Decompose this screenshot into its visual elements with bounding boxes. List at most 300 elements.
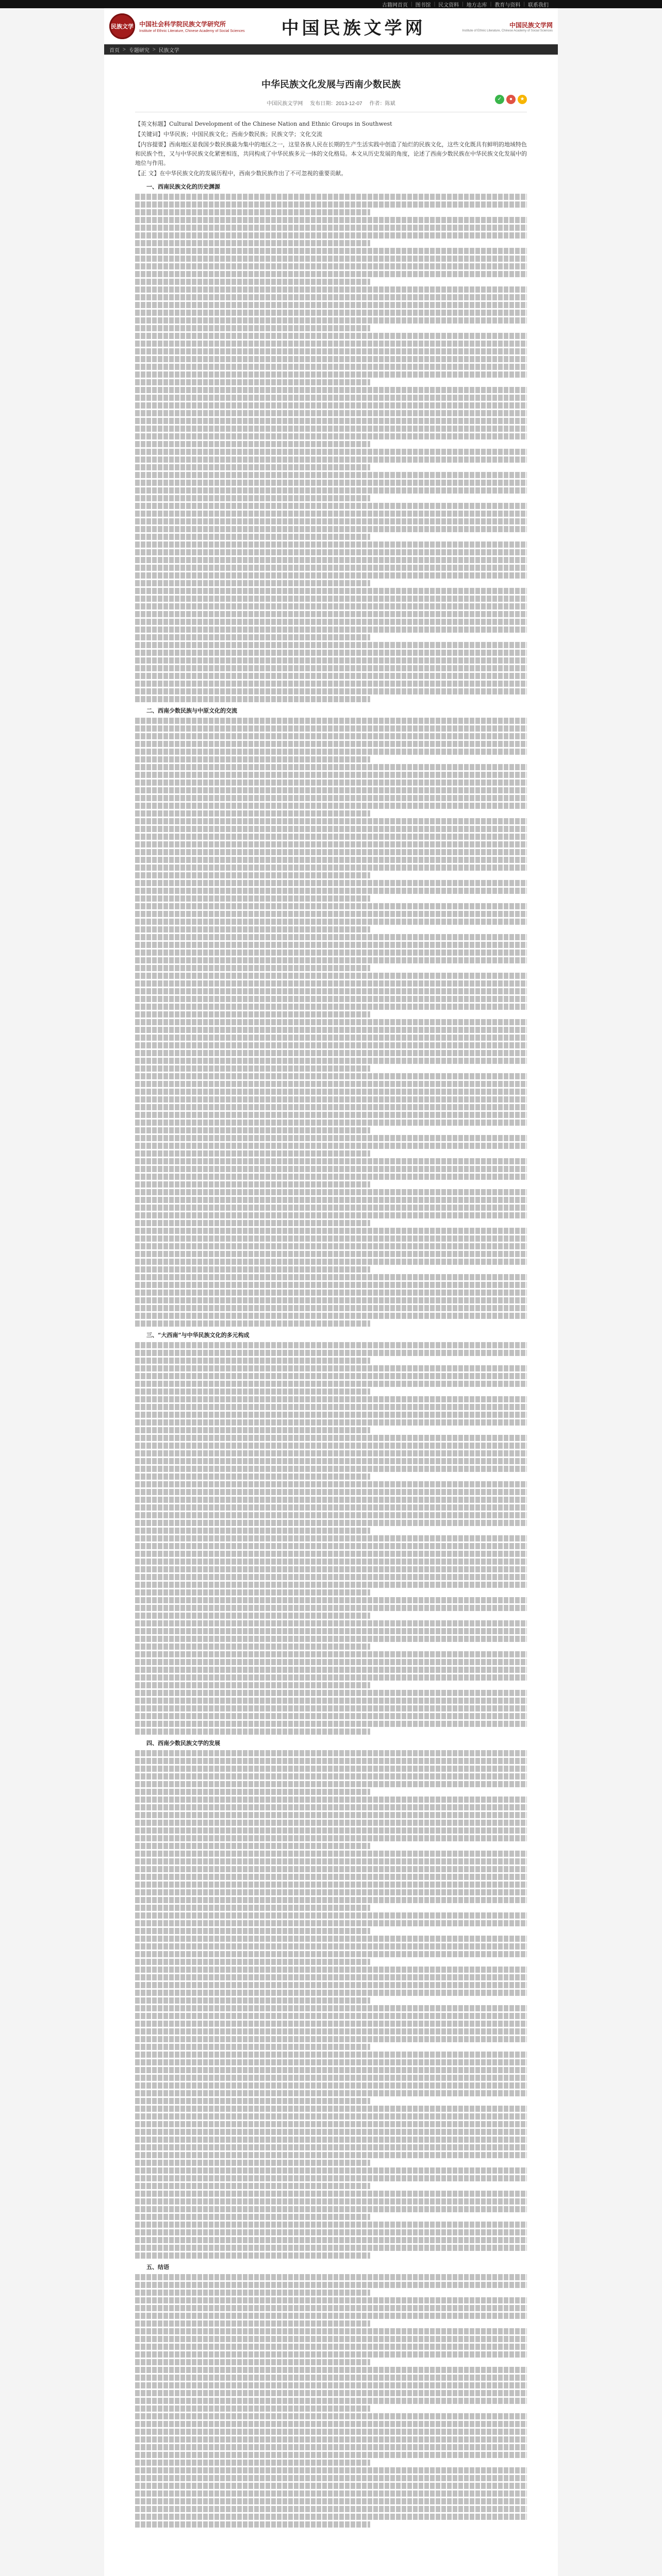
paragraph-line (135, 201, 527, 208)
paragraph-line (135, 1804, 527, 1810)
paragraph-line (135, 1228, 527, 1234)
paragraph-line (135, 764, 527, 770)
paragraph-line (135, 696, 370, 702)
paragraph-line (135, 302, 527, 308)
qzone-share-icon[interactable]: ★ (518, 95, 527, 104)
paragraph-line (135, 673, 527, 679)
paragraph-line (135, 1481, 527, 1487)
paragraph-line (135, 2359, 370, 2365)
paragraph-line (135, 1643, 370, 1650)
paragraph-line (135, 642, 527, 648)
paragraph-line (135, 1667, 527, 1673)
paragraph-line (135, 880, 527, 886)
paragraph-line (135, 1127, 370, 1133)
site-banner (104, 8, 558, 44)
paragraph-line (135, 2444, 527, 2450)
paragraph-line (135, 1320, 370, 1327)
paragraph-line (135, 919, 527, 925)
paragraph-line (135, 1520, 527, 1526)
breadcrumb-category[interactable]: 民族文学 (158, 47, 179, 54)
article-date: 发布日期：2013-12-07 (310, 101, 362, 107)
paragraph-line (135, 1943, 527, 1950)
paragraph-line (135, 2036, 527, 2042)
paragraph-line (135, 1682, 370, 1688)
paragraph-line (135, 1189, 527, 1195)
paragraph-line (135, 650, 527, 656)
paragraph-line (135, 1412, 527, 1418)
paragraph-line (135, 1065, 370, 1072)
paragraph-line (135, 2290, 370, 2296)
topbar-link-contact[interactable]: 联系我们 (528, 2, 549, 8)
paragraph-line (135, 2375, 527, 2381)
paragraph-line (135, 1365, 527, 1371)
paragraph-line (135, 232, 527, 239)
paragraph-line (135, 619, 527, 625)
article-page (104, 55, 558, 2576)
paragraph-line (135, 749, 527, 755)
paragraph-line (135, 2090, 527, 2096)
paragraph-line (135, 1990, 527, 1996)
breadcrumb-separator: > (123, 46, 126, 53)
paragraph-line (135, 441, 370, 447)
paragraph-line (135, 2113, 527, 2120)
paragraph-line (135, 2160, 370, 2166)
paragraph-line (135, 1812, 527, 1818)
topbar-separator: | (490, 1, 492, 7)
paragraph-line (135, 872, 370, 878)
paragraph-line (135, 1920, 527, 1926)
paragraph-line (135, 1997, 370, 2004)
paragraph-line (135, 1936, 527, 1942)
paragraph-line (135, 1851, 527, 1857)
paragraph-line (135, 2175, 527, 2181)
paragraph-line (135, 286, 527, 293)
paragraph-line (135, 2191, 527, 2197)
institute-name-en: Institute of Ethnic Literature, Chinese Academy of Social Sciences (139, 29, 245, 33)
paragraph-line (135, 2328, 527, 2334)
paragraph-line (135, 1659, 527, 1665)
paragraph-line (135, 2222, 527, 2228)
paragraph-line (135, 294, 527, 300)
paragraph-line (135, 1835, 527, 1841)
paragraph-line (135, 1466, 527, 1472)
paragraph-line (135, 1143, 527, 1149)
paragraph-line (135, 534, 370, 540)
institute-seal-icon: 民族文学 (109, 13, 135, 39)
paragraph-line (135, 2237, 527, 2243)
topbar-separator: | (462, 1, 464, 7)
paragraph-line (135, 1797, 527, 1803)
paragraph-line (135, 1750, 527, 1756)
paragraph-line (135, 1535, 527, 1541)
article-title: 中华民族文化发展与西南少数民族 (261, 79, 401, 90)
paragraph-line (135, 325, 370, 331)
paragraph-line (135, 1974, 527, 1980)
paragraph-line (135, 1558, 527, 1565)
paragraph-line (135, 1027, 527, 1033)
paragraph-line (135, 1504, 527, 1511)
paragraph-line (135, 1073, 527, 1079)
wechat-share-icon[interactable]: ✓ (495, 95, 504, 104)
paragraph-line (135, 1705, 527, 1711)
paragraph-line (135, 1959, 370, 1965)
paragraph-line (135, 480, 527, 486)
paragraph-line (135, 580, 370, 586)
paragraph-line (135, 2137, 527, 2143)
paragraph-line (135, 1427, 370, 1433)
paragraph-line (135, 364, 527, 370)
paragraph-line (135, 1358, 370, 1364)
topbar-separator: | (410, 1, 412, 7)
paragraph-line (135, 1620, 527, 1626)
paragraph-line (135, 996, 527, 1002)
paragraph-line (135, 1388, 370, 1395)
paragraph-line (135, 225, 527, 231)
topbar-separator: | (523, 1, 525, 7)
paragraph-line (135, 1597, 527, 1603)
paragraph-line (135, 911, 527, 917)
paragraph-line (135, 2274, 527, 2280)
institute-name-cn: 中国社会科学院民族文学研究所 (139, 21, 226, 28)
paragraph-line (135, 1497, 527, 1503)
paragraph-line (135, 810, 370, 817)
paragraph-line (135, 603, 527, 609)
paragraph-line (135, 1905, 370, 1911)
section-heading: 三、“大西南”与中华民族文化的多元构成 (146, 1332, 250, 1338)
paragraph-line (135, 1297, 527, 1303)
weibo-share-icon[interactable]: ● (506, 95, 516, 104)
paragraph-line (135, 1042, 527, 1048)
paragraph-line (135, 2390, 527, 2396)
paragraph-line (135, 1174, 527, 1180)
article-en-title: 【英文标题】Cultural Development of the Chinese Nation and Ethnic Groups in Southwest (135, 121, 392, 127)
section-heading: 一、西南民族文化的历史渊源 (146, 183, 220, 190)
paragraph-line (135, 1181, 370, 1188)
paragraph-line (135, 1698, 527, 1704)
paragraph-line (135, 2229, 527, 2235)
site-calligraphy-title[interactable]: 中国民族文学网 (281, 18, 426, 39)
banner-right-subtitle: Institute of Ethnic Literature, Chinese Academy of Social Sciences (462, 29, 553, 32)
article-intro: 【正 文】在中华民族文化的发展历程中，西南少数民族作出了不可忽视的重要贡献。 (135, 170, 347, 177)
paragraph-line (135, 1205, 527, 1211)
paragraph-line (135, 903, 527, 909)
paragraph-line (135, 418, 527, 424)
paragraph-line (135, 2144, 527, 2150)
paragraph-line (135, 1313, 527, 1319)
paragraph-line (135, 688, 527, 694)
breadcrumb (104, 44, 558, 55)
section-heading: 二、西南少数民族与中原文化的交流 (146, 707, 237, 714)
paragraph-line (135, 2098, 370, 2104)
paragraph-line (135, 988, 527, 994)
paragraph-line (135, 1058, 527, 1064)
paragraph-line (135, 217, 527, 223)
paragraph-line (135, 1512, 527, 1518)
paragraph-line (135, 379, 370, 385)
paragraph-line (135, 2252, 370, 2259)
paragraph-line (135, 665, 527, 671)
paragraph-line (135, 1104, 527, 1110)
paragraph-line (135, 2129, 527, 2135)
paragraph-line (135, 756, 370, 762)
paragraph-line (135, 2460, 370, 2466)
paragraph-line (135, 849, 527, 855)
paragraph-line (135, 2313, 527, 2319)
article-body (135, 120, 527, 2528)
breadcrumb-home[interactable]: 首页 (109, 47, 120, 54)
paragraph-line (135, 1473, 370, 1480)
paragraph-line (135, 1305, 527, 1311)
article-abstract: 【内容提要】西南地区是我国少数民族最为集中的地区之一，这里各族人民在长期的生产生活实践中创造了灿烂的民族文化，这些文化既具有鲜明的地域特色和民族个性，又与中华民族文化紧密相连，共同构成了中华民族多元一体的文化格局。本文从历史发展的角度，论述了西南少数民族在中华民族文化发展中的地位与作用。 (135, 141, 527, 166)
paragraph-line (135, 2198, 527, 2205)
paragraph-line (135, 1789, 370, 1795)
paragraph-line (135, 541, 527, 548)
paragraph-line (135, 1912, 527, 1919)
article-keywords: 【关键词】中华民族；中国民族文化；西南少数民族；民族文学；文化交流 (135, 131, 322, 138)
paragraph-line (135, 2320, 370, 2327)
paragraph-line (135, 1019, 527, 1025)
paragraph-line (135, 310, 527, 316)
paragraph-line (135, 1458, 527, 1464)
paragraph-line (135, 1843, 370, 1849)
paragraph-line (135, 1551, 527, 1557)
paragraph-line (135, 410, 527, 416)
paragraph-line (135, 1758, 527, 1764)
paragraph-line (135, 1135, 527, 1141)
article-author-wrap: 作者：陈斌 (369, 101, 395, 107)
paragraph-line (135, 1259, 527, 1265)
paragraph-line (135, 657, 527, 664)
paragraph-line (135, 1450, 527, 1456)
paragraph-line (135, 2475, 527, 2481)
paragraph-line (135, 1290, 527, 1296)
paragraph-line (135, 2467, 527, 2473)
paragraph-line (135, 2059, 527, 2065)
paragraph-line (135, 1266, 370, 1273)
paragraph-line (135, 957, 527, 963)
paragraph-line (135, 779, 527, 786)
paragraph-line (135, 1197, 527, 1203)
paragraph-line (135, 426, 527, 432)
paragraph-line (135, 1212, 527, 1218)
paragraph-line (135, 565, 527, 571)
paragraph-line (135, 1528, 370, 1534)
paragraph-line (135, 2344, 527, 2350)
paragraph-line (135, 402, 527, 409)
topbar-link-home[interactable]: 古籍网首页 (382, 2, 408, 8)
paragraph-line (135, 1489, 527, 1495)
paragraph-line (135, 2183, 370, 2189)
paragraph-line (135, 926, 370, 933)
paragraph-line (135, 1882, 527, 1888)
paragraph-line (135, 718, 527, 724)
paragraph-line (135, 2398, 527, 2404)
paragraph-line (135, 209, 370, 215)
paragraph-line (135, 741, 527, 747)
paragraph-line (135, 980, 527, 987)
paragraph-line (135, 1781, 527, 1787)
paragraph-line (135, 888, 527, 894)
paragraph-line (135, 1574, 527, 1580)
paragraph-line (135, 1889, 527, 1895)
paragraph-line (135, 1350, 527, 1356)
paragraph-line (135, 526, 527, 532)
paragraph-line (135, 387, 527, 393)
paragraph-line (135, 2021, 527, 2027)
paragraph-line (135, 341, 527, 347)
paragraph-line (135, 2075, 527, 2081)
banner-right-logo (462, 21, 553, 32)
paragraph-line (135, 772, 527, 778)
paragraph-line (135, 271, 527, 277)
paragraph-line (135, 511, 527, 517)
paragraph-line (135, 725, 527, 732)
paragraph-line (135, 1582, 527, 1588)
paragraph-line (135, 2413, 527, 2419)
paragraph-line (135, 1381, 527, 1387)
paragraph-line (135, 834, 527, 840)
paragraph-line (135, 2382, 527, 2388)
paragraph-line (135, 449, 527, 455)
paragraph-line (135, 795, 527, 801)
article-meta (135, 96, 527, 107)
paragraph-line (135, 2067, 527, 2073)
paragraph-line (135, 348, 527, 354)
paragraph-line (135, 1342, 527, 1348)
paragraph-line (135, 2498, 527, 2504)
paragraph-line (135, 1820, 527, 1826)
paragraph-line (135, 572, 527, 579)
paragraph-line (135, 495, 370, 501)
paragraph-line (135, 456, 527, 463)
paragraph-line (135, 634, 370, 640)
paragraph-line (135, 1690, 527, 1696)
paragraph-line (135, 1951, 527, 1957)
paragraph-line (135, 1150, 370, 1157)
paragraph-line (135, 433, 527, 439)
paragraph-line (135, 371, 527, 378)
paragraph-line (135, 1967, 527, 1973)
paragraph-line (135, 1112, 527, 1118)
paragraph-line (135, 1404, 527, 1410)
paragraph-line (135, 1605, 527, 1611)
paragraph-line (135, 2405, 370, 2412)
paragraph-line (135, 857, 527, 863)
paragraph-line (135, 1728, 370, 1735)
paragraph-line (135, 1721, 527, 1727)
topbar-link-education[interactable]: 教育与资料 (494, 2, 521, 8)
paragraph-line (135, 1982, 527, 1988)
paragraph-line (135, 1120, 527, 1126)
paragraph-line (135, 2282, 527, 2288)
paragraph-line (135, 2106, 527, 2112)
paragraph-line (135, 518, 527, 524)
paragraph-line (135, 2297, 527, 2303)
breadcrumb-separator: > (152, 46, 156, 53)
section-heading: 四、西南少数民族文学的发展 (146, 1740, 220, 1747)
paragraph-line (135, 2490, 527, 2497)
paragraph-line (135, 1713, 527, 1719)
institute-logo[interactable] (109, 13, 245, 39)
paragraph-line (135, 1874, 527, 1880)
paragraph-line (135, 1443, 527, 1449)
paragraph-line (135, 503, 527, 509)
article-source[interactable]: 中国民族文学网 (267, 101, 303, 107)
paragraph-line (135, 2514, 527, 2520)
paragraph-line (135, 803, 527, 809)
paragraph-line (135, 240, 370, 246)
paragraph-line (135, 1089, 527, 1095)
paragraph-line (135, 1674, 527, 1681)
topbar-separator: | (434, 1, 436, 7)
paragraph-line (135, 1396, 527, 1402)
paragraph-line (135, 2167, 527, 2174)
paragraph-line (135, 841, 527, 848)
topbar-link-local-records[interactable]: 地方志库 (466, 2, 487, 8)
paragraph-line (135, 333, 527, 339)
paragraph-line (135, 279, 370, 285)
paragraph-line (135, 826, 527, 832)
paragraph-line (135, 1566, 527, 1572)
paragraph-line (135, 2367, 527, 2373)
top-utility-bar (0, 0, 662, 8)
paragraph-line (135, 1827, 527, 1834)
paragraph-line (135, 2121, 527, 2127)
paragraph-line (135, 2351, 527, 2358)
paragraph-line (135, 2452, 527, 2458)
paragraph-line (135, 733, 527, 739)
paragraph-line (135, 1589, 370, 1596)
paragraph-line (135, 2245, 527, 2251)
paragraph-line (135, 942, 527, 948)
paragraph-line (135, 1282, 527, 1288)
paragraph-line (135, 2013, 527, 2019)
paragraph-line (135, 1613, 370, 1619)
topbar-link-materials[interactable]: 民文资料 (438, 2, 459, 8)
paragraph-line (135, 1928, 370, 1934)
paragraph-line (135, 317, 527, 324)
paragraph-line (135, 248, 527, 254)
topbar-link-library[interactable]: 图书馆 (415, 2, 431, 8)
paragraph-line (135, 1866, 527, 1872)
paragraph-line (135, 2483, 527, 2489)
paragraph-line (135, 1435, 527, 1441)
paragraph-line (135, 1050, 527, 1056)
paragraph-line (135, 2082, 527, 2089)
paragraph-line (135, 818, 527, 824)
paragraph-line (135, 2028, 527, 2035)
paragraph-line (135, 1419, 527, 1426)
paragraph-line (135, 194, 527, 200)
paragraph-line (135, 934, 527, 940)
paragraph-line (135, 596, 527, 602)
paragraph-line (135, 950, 527, 956)
paragraph-line (135, 1373, 527, 1379)
paragraph-line (135, 1096, 527, 1103)
paragraph-line (135, 2152, 527, 2158)
paragraph-line (135, 2421, 527, 2427)
paragraph-line (135, 1651, 527, 1657)
paragraph-line (135, 681, 527, 687)
paragraph-line (135, 1636, 527, 1642)
paragraph-line (135, 2506, 527, 2512)
paragraph-line (135, 787, 527, 793)
paragraph-line (135, 626, 527, 633)
paragraph-line (135, 2336, 527, 2342)
breadcrumb-topic[interactable]: 专题研究 (128, 47, 150, 54)
paragraph-line (135, 1251, 527, 1257)
paragraph-line (135, 356, 527, 362)
